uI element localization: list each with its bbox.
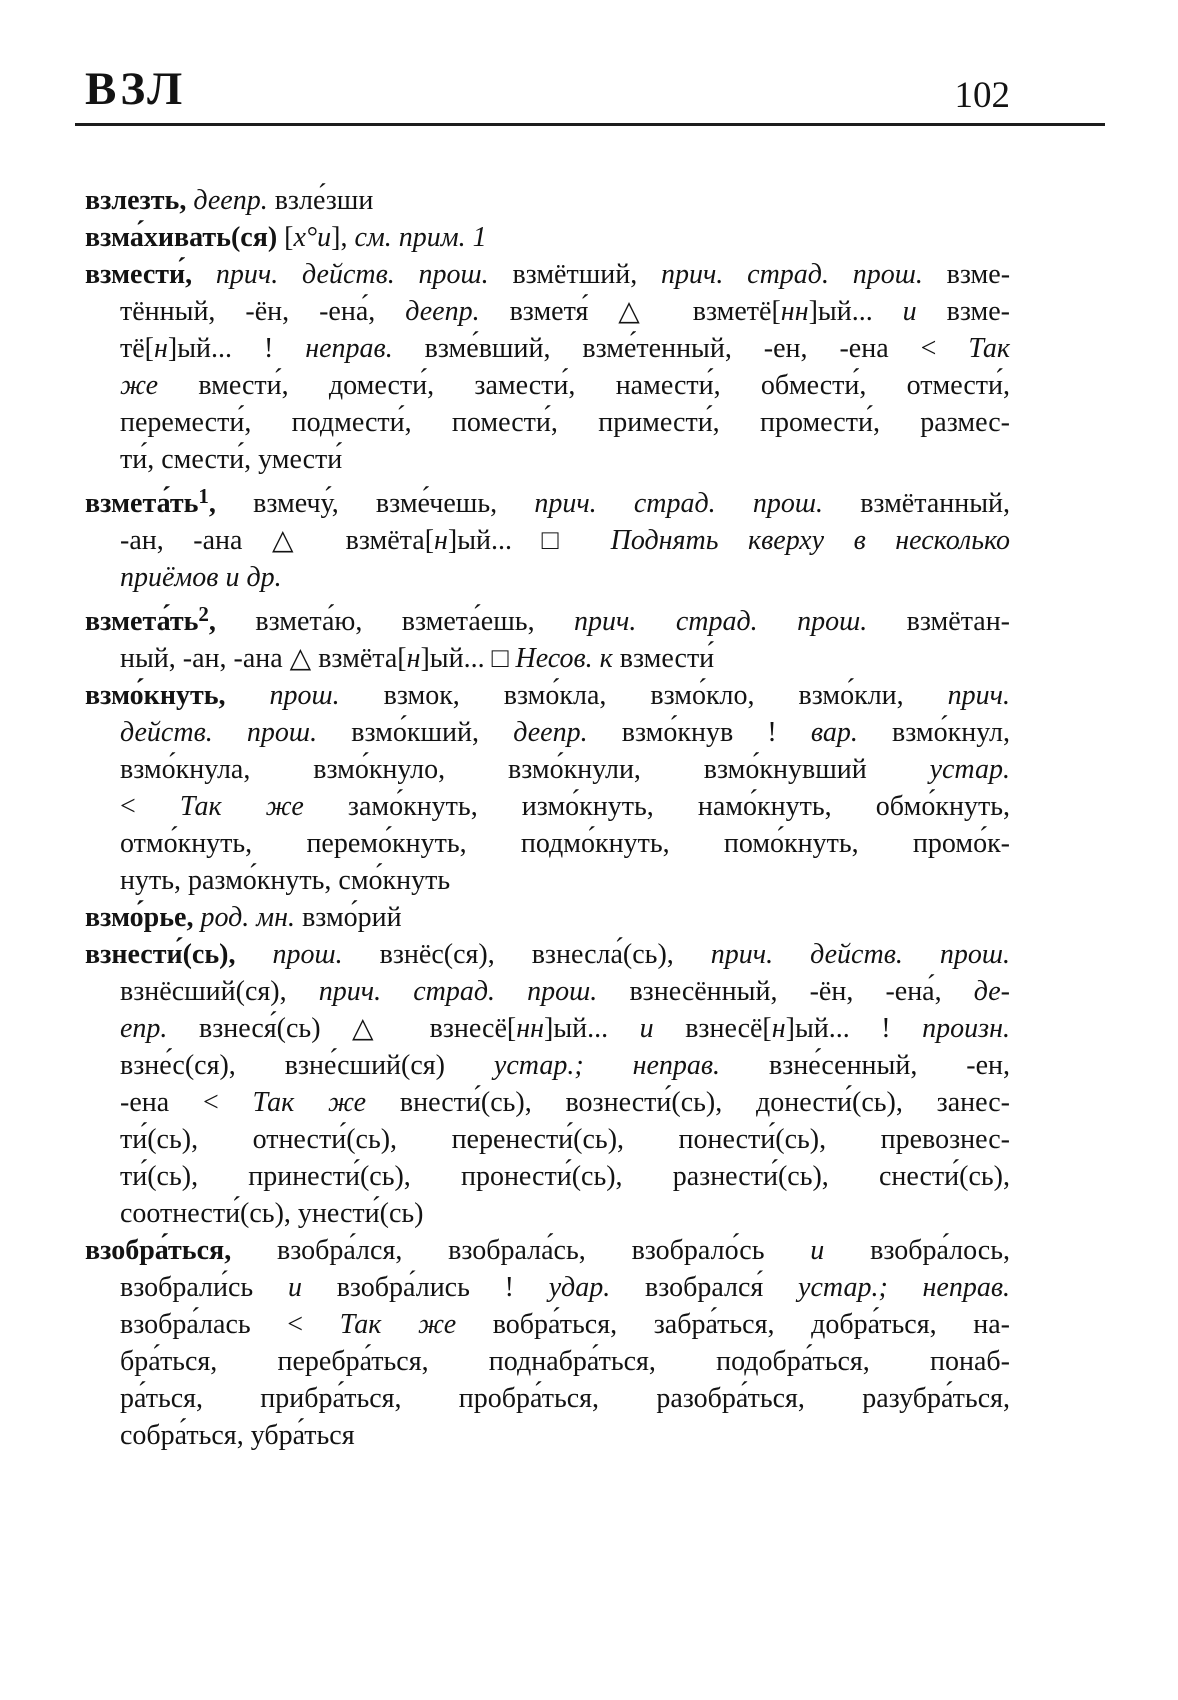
entry-line xyxy=(85,1158,1010,1195)
grammar-label: прич. страд. прош. xyxy=(318,976,630,1007)
entry-line xyxy=(85,825,1010,862)
word-forms: ра́ться, прибра́ться, пробра́ться, разобра́ться, разубра́ться, xyxy=(120,1383,1010,1414)
entry-line xyxy=(85,677,1010,714)
entry-line xyxy=(85,478,1010,522)
grammar-label: неправ. xyxy=(305,333,425,364)
word-forms: ]ый... xyxy=(808,296,903,327)
word-forms: тё[ xyxy=(120,333,154,364)
word-forms: взнеся́(сь) △ взнесё[ xyxy=(198,1013,517,1044)
grammar-label: род. мн. xyxy=(200,902,303,933)
word-forms: взметя́ △ взметё[ xyxy=(509,296,781,327)
entry-line xyxy=(85,1010,1010,1047)
homonym-number: 1 xyxy=(198,484,209,508)
grammar-label: Так xyxy=(968,333,1010,364)
word-forms: взмок, взмо́кла, взмо́кло, взмо́кли, xyxy=(383,680,948,711)
dictionary-entry xyxy=(85,677,1010,899)
grammar-label: и xyxy=(639,1013,686,1044)
grammar-label: прош. xyxy=(269,680,384,711)
word-forms: взнесё[ xyxy=(685,1013,772,1044)
page-header xyxy=(85,60,1010,118)
grammar-label: устар.; неправ. xyxy=(798,1272,1010,1303)
word-forms: взме- xyxy=(946,296,1010,327)
grammar-label: прич. xyxy=(947,680,1010,711)
word-forms: взмо́кнула, взмо́кнуло, взмо́кнули, взмо́кнувший xyxy=(120,754,930,785)
entry-line xyxy=(85,640,1010,677)
grammar-label: удар. xyxy=(548,1272,645,1303)
headword: взмести́, xyxy=(85,259,216,290)
dictionary-entry xyxy=(85,899,1010,936)
word-forms: взмо́кнул, xyxy=(892,717,1010,748)
word-forms: взобра́лись ! xyxy=(336,1272,549,1303)
grammar-label: прич. действ. прош. xyxy=(215,259,513,290)
header-rule xyxy=(75,123,1105,126)
grammar-label: действ. прош. xyxy=(120,717,352,748)
headword: взма́хивать(ся) xyxy=(85,222,285,253)
entry-line xyxy=(85,559,1010,596)
word-forms: замо́кнуть, измо́кнуть, намо́кнуть, обмо́кнуть, xyxy=(347,791,1010,822)
entry-line xyxy=(85,1195,1010,1232)
grammar-label: деепр. xyxy=(193,185,275,216)
grammar-label: Поднять кверху в несколько xyxy=(610,525,1010,556)
word-forms: взмо́кший, xyxy=(351,717,514,748)
word-forms: ]ый... ! xyxy=(167,333,306,364)
dictionary-entry xyxy=(85,182,1010,219)
entry-line xyxy=(85,596,1010,640)
dictionary-entry xyxy=(85,219,1010,256)
word-forms: ти́(сь), принести́(сь), пронести́(сь), разнести́(сь), снести́(сь), xyxy=(120,1161,1010,1192)
entry-line xyxy=(85,256,1010,293)
guide-word: ВЗЛ xyxy=(85,63,187,115)
entry-line xyxy=(85,1121,1010,1158)
headword: взнести́(сь), xyxy=(85,939,273,970)
word-forms: ти́, смести́, умести́ xyxy=(120,444,343,475)
word-forms: бра́ться, перебра́ться, поднабра́ться, подобра́ться, понаб- xyxy=(120,1346,1010,1377)
word-forms: перемести́, подмести́, помести́, примести́, промести́, размес- xyxy=(120,407,1010,438)
grammar-label: деепр. xyxy=(513,717,622,748)
word-forms: взме- xyxy=(946,259,1011,290)
entry-line xyxy=(85,293,1010,330)
word-forms: отмо́кнуть, перемо́кнуть, подмо́кнуть, помо́кнуть, промо́к- xyxy=(120,828,1010,859)
word-forms: взобра́лось, xyxy=(870,1235,1010,1266)
grammar-label: н xyxy=(771,1013,786,1044)
entry-line xyxy=(85,1417,1010,1454)
entry-line xyxy=(85,899,1010,936)
entry-line xyxy=(85,714,1010,751)
grammar-label: см. прим. 1 xyxy=(354,222,487,253)
word-forms: ]ый... xyxy=(544,1013,640,1044)
dictionary-entry xyxy=(85,1232,1010,1454)
entry-line xyxy=(85,1380,1010,1417)
word-forms: взне́с(ся), взне́сший(ся) xyxy=(120,1050,494,1081)
grammar-label: и xyxy=(287,1272,337,1303)
entry-line xyxy=(85,788,1010,825)
entry-line xyxy=(85,367,1010,404)
word-forms: ный, -ан, -ана △ взмёта[ xyxy=(120,643,407,674)
word-forms: взмести́ xyxy=(619,643,715,674)
grammar-label: н xyxy=(154,333,168,364)
word-forms: соотнести́(сь), унести́(сь) xyxy=(120,1198,424,1229)
entry-line xyxy=(85,973,1010,1010)
grammar-label: прич. действ. прош. xyxy=(710,939,1010,970)
dictionary-entry xyxy=(85,936,1010,1232)
word-forms: взмечу́, взме́чешь, xyxy=(253,488,535,519)
dictionary-entry xyxy=(85,478,1010,596)
word-forms: взобрался́ xyxy=(644,1272,799,1303)
entry-line xyxy=(85,1269,1010,1306)
word-forms: -ена < xyxy=(120,1087,253,1118)
headword: взмо́рье, xyxy=(85,902,201,933)
entry-line xyxy=(85,404,1010,441)
page-number: 102 xyxy=(954,75,1010,116)
word-forms: ]ый... □ xyxy=(420,643,516,674)
grammar-label: деепр. xyxy=(405,296,510,327)
homonym-number: 2 xyxy=(198,602,209,626)
dictionary-entries xyxy=(85,182,1010,1454)
word-forms: ]ый... ! xyxy=(785,1013,923,1044)
headword: взмета́ть xyxy=(85,488,199,519)
word-forms: взнесённый, -ён, -ена́, xyxy=(629,976,974,1007)
entry-line xyxy=(85,1306,1010,1343)
headword: взмо́кнуть, xyxy=(85,680,270,711)
entry-line xyxy=(85,522,1010,559)
grammar-label: Так же xyxy=(339,1309,493,1340)
grammar-label: Так же xyxy=(179,791,348,822)
grammar-label: и xyxy=(902,296,947,327)
grammar-label: произн. xyxy=(922,1013,1010,1044)
word-forms: ], xyxy=(331,222,355,253)
entry-line xyxy=(85,751,1010,788)
word-forms: внести́(сь), вознести́(сь), донести́(сь), занес- xyxy=(399,1087,1011,1118)
word-forms: взмётший, xyxy=(512,259,662,290)
entry-line xyxy=(85,1047,1010,1084)
headword: , xyxy=(208,488,254,519)
headword: взобра́ться, xyxy=(85,1235,277,1266)
grammar-label: де- xyxy=(973,976,1010,1007)
entry-line xyxy=(85,1232,1010,1269)
grammar-label: н xyxy=(434,525,448,556)
entry-line xyxy=(85,219,1010,256)
entry-line xyxy=(85,330,1010,367)
word-forms: взме́вший, взме́тенный, -ен, -ена < xyxy=(424,333,969,364)
grammar-label: вар. xyxy=(810,717,893,748)
entry-line xyxy=(85,862,1010,899)
word-forms: взнёсший(ся), xyxy=(120,976,319,1007)
grammar-label: устар.; неправ. xyxy=(493,1050,769,1081)
headword: взмета́ть xyxy=(85,606,199,637)
word-forms: взобрали́сь xyxy=(120,1272,288,1303)
grammar-label: Так же xyxy=(252,1087,400,1118)
grammar-label: прич. страд. прош. xyxy=(574,606,907,637)
grammar-label: прош. xyxy=(272,939,380,970)
word-forms: ти́(сь), отнести́(сь), перенести́(сь), понести́(сь), превознес- xyxy=(120,1124,1010,1155)
word-forms: взмо́кнув ! xyxy=(621,717,811,748)
word-forms: взобра́лась < xyxy=(120,1309,340,1340)
headword: , xyxy=(208,606,256,637)
word-forms: тённый, -ён, -ена́, xyxy=(120,296,406,327)
entry-line xyxy=(85,936,1010,973)
grammar-label: Несов. к xyxy=(515,643,620,674)
word-forms: взмо́рий xyxy=(302,902,402,933)
grammar-label: приёмов и др. xyxy=(120,562,282,593)
grammar-label: нн xyxy=(516,1013,544,1044)
entry-line xyxy=(85,182,1010,219)
word-forms: собра́ться, убра́ться xyxy=(120,1420,355,1451)
grammar-label: прич. страд. прош. xyxy=(661,259,947,290)
grammar-label: епр. xyxy=(120,1013,199,1044)
word-forms: вобра́ться, забра́ться, добра́ться, на- xyxy=(492,1309,1010,1340)
word-forms: [ xyxy=(284,222,294,253)
word-forms: нуть, размо́кнуть, смо́кнуть xyxy=(120,865,451,896)
word-forms: взмётанный, xyxy=(860,488,1011,519)
grammar-label: н xyxy=(406,643,421,674)
grammar-label: же xyxy=(120,370,199,401)
word-forms: вмести́, домести́, замести́, намести́, обмести́, отмести́, xyxy=(198,370,1010,401)
dictionary-entry xyxy=(85,256,1010,478)
word-forms: взле́зши xyxy=(274,185,374,216)
word-forms: взмётан- xyxy=(906,606,1011,637)
word-forms: -ан, -ана △ взмёта[ xyxy=(120,525,435,556)
headword: взлезть, xyxy=(85,185,194,216)
word-forms: < xyxy=(120,791,180,822)
word-forms: ]ый... □ xyxy=(447,525,611,556)
grammar-label: х°и xyxy=(293,222,332,253)
dictionary-entry xyxy=(85,596,1010,677)
grammar-label: нн xyxy=(780,296,809,327)
word-forms: взобра́лся, взобрала́сь, взобрало́сь xyxy=(277,1235,811,1266)
word-forms: взнёс(ся), взнесла́(сь), xyxy=(379,939,711,970)
word-forms: взне́сенный, -ен, xyxy=(768,1050,1010,1081)
entry-line xyxy=(85,1084,1010,1121)
entry-line xyxy=(85,1343,1010,1380)
grammar-label: устар. xyxy=(929,754,1010,785)
grammar-label: прич. страд. прош. xyxy=(534,488,861,519)
word-forms: взмета́ю, взмета́ешь, xyxy=(255,606,575,637)
grammar-label: и xyxy=(810,1235,871,1266)
entry-line xyxy=(85,441,1010,478)
